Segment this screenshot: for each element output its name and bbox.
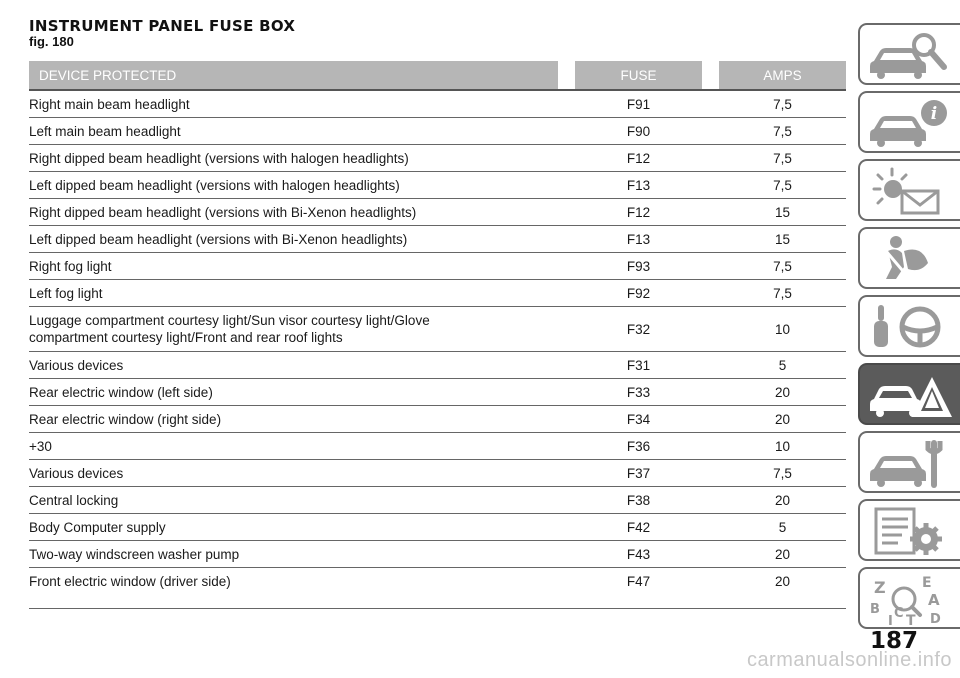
- device-cell: Body Computer supply: [29, 514, 558, 541]
- table-row: [29, 406, 846, 433]
- amps-cell: 20: [719, 379, 846, 406]
- device-cell: Various devices: [29, 460, 558, 487]
- alphabetical-index-icon: [866, 573, 956, 627]
- svg-text:T: T: [906, 613, 916, 627]
- fuse-cell: F12: [575, 145, 702, 172]
- device-cell: Right fog light: [29, 253, 558, 280]
- svg-text:D: D: [930, 612, 941, 627]
- key-steering-wheel-icon: [866, 301, 956, 355]
- device-cell: Left dipped beam headlight (versions with halogen headlights): [29, 172, 558, 199]
- device-cell: +30: [29, 433, 558, 460]
- device-cell: Right main beam headlight: [29, 90, 558, 118]
- table-row: [29, 487, 846, 514]
- device-cell: Rear electric window (right side): [29, 406, 558, 433]
- amps-cell: 10: [719, 307, 846, 352]
- fuse-cell: F43: [575, 541, 702, 568]
- table-row: [29, 514, 846, 541]
- technical-data-gear-icon: [866, 505, 956, 559]
- fuse-cell: F42: [575, 514, 702, 541]
- column-header-device: DEVICE PROTECTED: [29, 61, 558, 90]
- amps-cell: 7,5: [719, 172, 846, 199]
- table-row: [29, 541, 846, 568]
- fuse-cell: F31: [575, 352, 702, 379]
- svg-text:E: E: [922, 575, 932, 591]
- table-row: [29, 307, 846, 352]
- amps-cell: 15: [719, 226, 846, 253]
- amps-cell: 7,5: [719, 90, 846, 118]
- fuse-cell: F91: [575, 90, 702, 118]
- column-header-amps: AMPS: [719, 61, 846, 90]
- table-row: [29, 118, 846, 145]
- table-row: [29, 460, 846, 487]
- tab-alphabetical-index[interactable]: [858, 567, 960, 629]
- tab-car-magnifier[interactable]: [858, 23, 960, 85]
- device-cell: Rear electric window (left side): [29, 379, 558, 406]
- table-row: [29, 379, 846, 406]
- tab-seat-belt-airbag[interactable]: [858, 227, 960, 289]
- tab-warning-lights[interactable]: [858, 159, 960, 221]
- device-cell: Two-way windscreen washer pump: [29, 541, 558, 568]
- page-number: 187: [870, 628, 919, 654]
- table-row: [29, 199, 846, 226]
- tab-key-steering-wheel[interactable]: [858, 295, 960, 357]
- svg-text:I: I: [888, 614, 893, 627]
- seat-belt-airbag-icon: [866, 233, 956, 287]
- figure-reference: fig. 180: [29, 34, 74, 49]
- fuse-cell: F13: [575, 226, 702, 253]
- fuse-cell: F93: [575, 253, 702, 280]
- fuse-cell: F36: [575, 433, 702, 460]
- device-cell: Left main beam headlight: [29, 118, 558, 145]
- amps-cell: 10: [719, 433, 846, 460]
- device-cell: Front electric window (driver side): [29, 568, 558, 609]
- table-row: [29, 433, 846, 460]
- device-cell: Right dipped beam headlight (versions with halogen headlights): [29, 145, 558, 172]
- device-cell: Left dipped beam headlight (versions with Bi-Xenon headlights): [29, 226, 558, 253]
- amps-cell: 15: [719, 199, 846, 226]
- device-cell: Left fog light: [29, 280, 558, 307]
- svg-text:Z: Z: [874, 578, 886, 597]
- tab-car-info[interactable]: [858, 91, 960, 153]
- fuse-cell: F37: [575, 460, 702, 487]
- amps-cell: 7,5: [719, 145, 846, 172]
- amps-cell: 5: [719, 352, 846, 379]
- fuse-cell: F34: [575, 406, 702, 433]
- svg-text:C: C: [894, 606, 904, 621]
- fuse-cell: F13: [575, 172, 702, 199]
- fuse-cell: F12: [575, 199, 702, 226]
- amps-cell: 20: [719, 568, 846, 609]
- amps-cell: 5: [719, 514, 846, 541]
- amps-cell: 7,5: [719, 253, 846, 280]
- fuse-cell: F33: [575, 379, 702, 406]
- table-row: [29, 226, 846, 253]
- fuse-cell: F47: [575, 568, 702, 609]
- fuse-cell: F32: [575, 307, 702, 352]
- watermark: carmanualsonline.info: [746, 649, 952, 671]
- tab-emergency[interactable]: [858, 363, 960, 425]
- car-magnifier-icon: [866, 29, 956, 83]
- table-row: [29, 568, 846, 609]
- table-header-row: [29, 61, 846, 90]
- car-info-icon: [866, 97, 956, 151]
- device-cell: Central locking: [29, 487, 558, 514]
- car-maintenance-wrench-icon: [866, 437, 956, 491]
- table-row: [29, 145, 846, 172]
- fuse-cell: F90: [575, 118, 702, 145]
- table-row: [29, 253, 846, 280]
- fuse-cell: F38: [575, 487, 702, 514]
- device-cell: Various devices: [29, 352, 558, 379]
- amps-cell: 7,5: [719, 460, 846, 487]
- fuse-cell: F92: [575, 280, 702, 307]
- table-row: [29, 280, 846, 307]
- warning-lights-message-icon: [866, 165, 956, 219]
- car-emergency-warning-icon: [866, 369, 956, 423]
- amps-cell: 7,5: [719, 280, 846, 307]
- svg-text:A: A: [928, 591, 940, 609]
- svg-text:B: B: [870, 602, 880, 617]
- amps-cell: 20: [719, 406, 846, 433]
- column-header-fuse: FUSE: [575, 61, 702, 90]
- device-cell: Right dipped beam headlight (versions with Bi-Xenon headlights): [29, 199, 558, 226]
- amps-cell: 20: [719, 541, 846, 568]
- table-row: [29, 172, 846, 199]
- tab-maintenance[interactable]: [858, 431, 960, 493]
- table-row: [29, 90, 846, 118]
- page-title: INSTRUMENT PANEL FUSE BOX: [29, 17, 296, 35]
- table-row: [29, 352, 846, 379]
- tab-technical-data[interactable]: [858, 499, 960, 561]
- amps-cell: 7,5: [719, 118, 846, 145]
- amps-cell: 20: [719, 487, 846, 514]
- fuse-table: [29, 61, 846, 609]
- device-cell: Luggage compartment courtesy light/Sun visor courtesy light/Glove compartment courtesy light/Front and rear roof lights: [29, 307, 558, 352]
- svg-text:i: i: [930, 104, 938, 124]
